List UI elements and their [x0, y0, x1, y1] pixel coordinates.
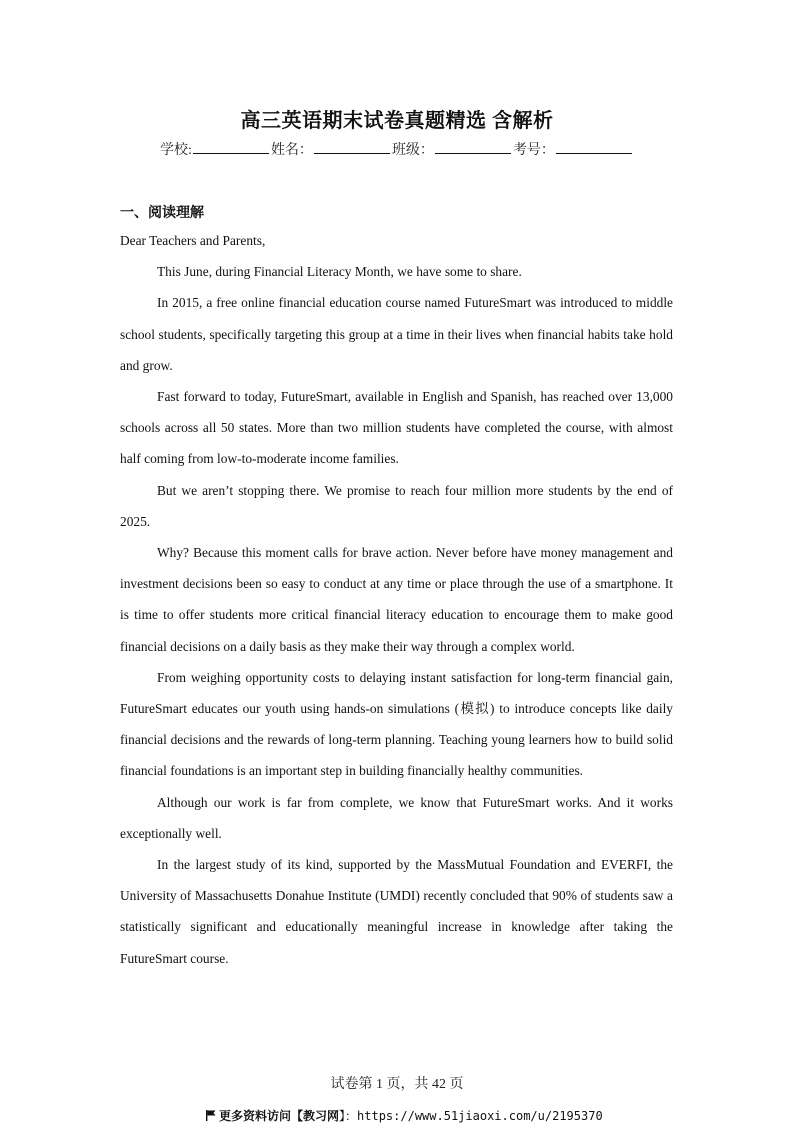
page-number: 试卷第 1 页，共 42 页 — [330, 1077, 464, 1092]
paragraph-2: In 2015, a free online financial education course named FutureSmart was introduced to middle school students, specifically targeting this group at a time in their lives when financial habits take hold and grow. — [120, 295, 673, 373]
section-heading: 一、阅读理解 — [120, 206, 204, 221]
promo-url[interactable]: 】：https://www.51jiaoxi.com/u/2195370 — [339, 1109, 603, 1123]
student-info-line — [0, 139, 794, 159]
paragraph-3: Fast forward to today, FutureSmart, available in English and Spanish, has reached over 13,000 schools across all 50 states. More than two million students have completed the course, with almost half coming from low-to-moderate income families. — [120, 389, 673, 467]
promo-prefix: 更多资料访问【 — [219, 1109, 304, 1123]
page-title: 高三英语期末试卷真题精选 含解析 — [240, 110, 554, 132]
exam-no-blank — [556, 141, 632, 154]
class-label: 班级： — [391, 143, 434, 158]
name-label: 姓名： — [270, 143, 313, 158]
school-label: 学校: — [160, 143, 192, 158]
paragraph-8: In the largest study of its kind, supported by the MassMutual Foundation and EVERFI, the University of Massachusetts Donahue Institute (UMDI) recently concluded that 90% of students saw a statistically significant and educationally meaningful increase in knowledge after taking the FutureSmart course. — [120, 857, 673, 966]
school-blank — [193, 141, 269, 154]
exam-no-label: 考号： — [512, 143, 555, 158]
name-blank — [314, 141, 390, 154]
flag-icon — [206, 1110, 216, 1124]
promo-link[interactable] — [206, 1107, 603, 1124]
paragraph-5: Why? Because this moment calls for brave action. Never before have money management and investment decisions been so easy to conduct at any time or place through the use of a smartphone. It is time to offer students more critical financial literacy education to encourage them to make good financial decisions on a daily basis as they make their way through a complex world. — [120, 545, 673, 654]
reading-passage — [120, 225, 673, 974]
salutation: Dear Teachers and Parents, — [120, 233, 266, 248]
promo-brand: 教习网 — [303, 1109, 340, 1123]
paragraph-6: From weighing opportunity costs to delaying instant satisfaction for long-term financial gain, FutureSmart educates our youth using hands-on simulations (模拟) to introduce concepts like daily financial decisions and the rewards of long-term planning. Teaching young learners how to build solid financial foundations is an important step in building financially healthy communities. — [120, 669, 673, 779]
class-blank — [435, 141, 511, 154]
paragraph-1: This June, during Financial Literacy Month, we have some to share. — [157, 264, 522, 280]
paragraph-7: Although our work is far from complete, we know that FutureSmart works. And it works exceptionally well. — [120, 794, 673, 841]
paragraph-4: But we aren’t stopping there. We promise to reach four million more students by the end of 2025. — [120, 482, 673, 529]
